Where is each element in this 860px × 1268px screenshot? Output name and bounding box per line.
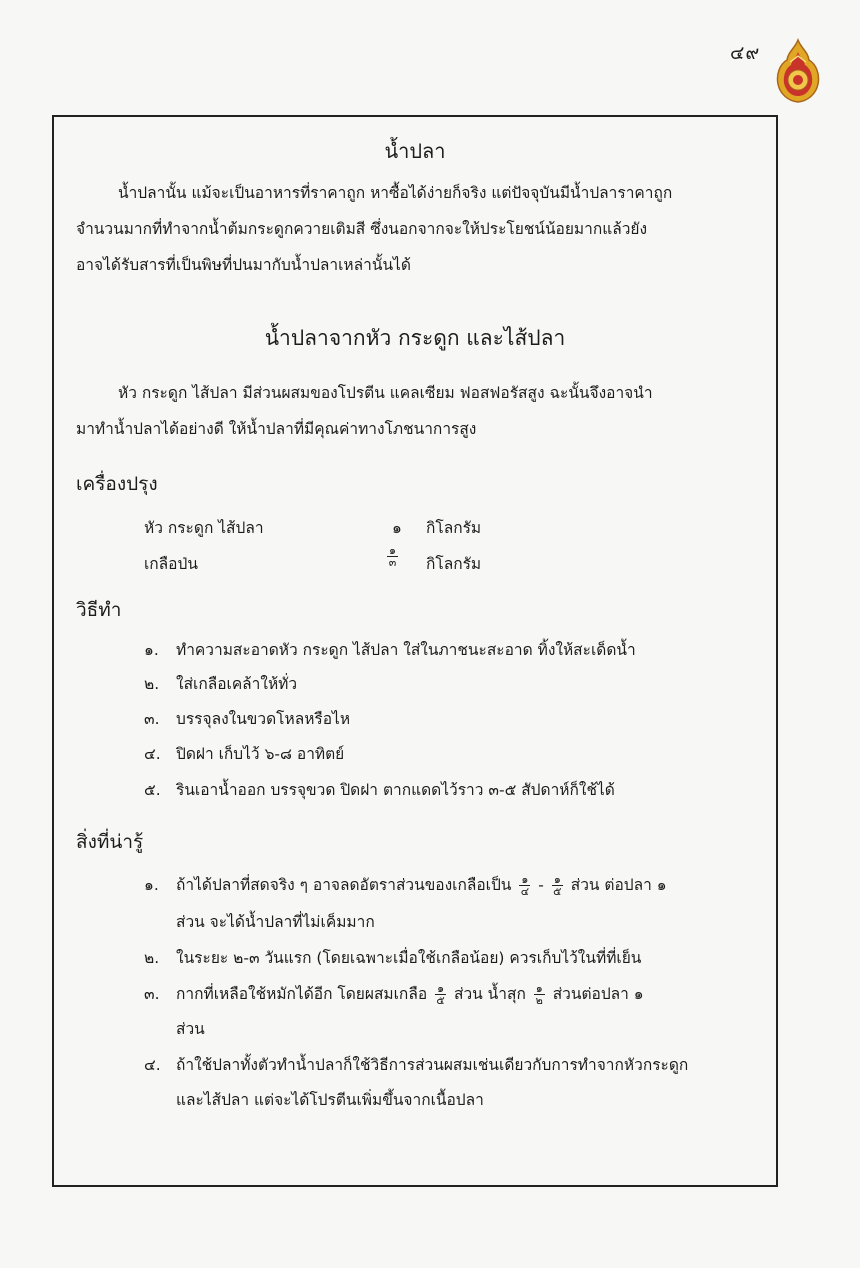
tip-text: ถ้าใช้ปลาทั้งตัวทำน้ำปลาก็ใช้วิธีการส่วนผสมเช่นเดียวกับการทำจากหัวกระดูก xyxy=(176,1056,689,1074)
fraction-numerator: ๑ xyxy=(535,982,543,995)
section-title-fish-sauce: น้ำปลา xyxy=(384,139,446,163)
method-heading: วิธีทำ xyxy=(76,599,122,621)
paragraph-line: หัว กระดูก ไส้ปลา มีส่วนผสมของโปรตีน แคลเซียม ฟอสฟอรัสสูง ฉะนั้นจึงอาจนำ xyxy=(118,384,653,402)
tip-number: ๔. xyxy=(144,1056,161,1074)
method-step xyxy=(144,637,636,662)
tip-text: กากที่เหลือใช้หมักได้อีก โดยผสมเกลือ xyxy=(176,985,428,1003)
tip-item xyxy=(144,945,641,970)
method-step xyxy=(144,777,615,802)
method-step xyxy=(144,741,344,766)
ingredient-name: เกลือป่น xyxy=(144,555,198,573)
step-number: ๓. xyxy=(144,710,160,728)
step-text: ปิดฝา เก็บไว้ ๖-๘ อาทิตย์ xyxy=(176,745,345,763)
step-number: ๔. xyxy=(144,745,161,763)
paragraph-line: มาทำน้ำปลาได้อย่างดี ให้น้ำปลาที่มีคุณค่าทางโภชนาการสูง xyxy=(76,420,477,438)
tip-item xyxy=(144,981,644,1006)
tip-text: ถ้าได้ปลาที่สดจริง ๆ อาจลดอัตราส่วนของเกลือเป็น xyxy=(176,876,512,894)
fraction-denominator: ๕ xyxy=(553,885,562,898)
nutrition-paragraph xyxy=(76,375,756,447)
page-number: ๔๙ xyxy=(730,42,761,64)
fraction-dash: - xyxy=(538,876,544,894)
step-number: ๑. xyxy=(144,641,159,659)
paragraph-line: อาจได้รับสารที่เป็นพิษที่ปนมากับน้ำปลาเหล่านั้นได้ xyxy=(76,256,411,274)
fraction-numerator: ๑ xyxy=(437,982,445,995)
step-number: ๒. xyxy=(144,675,160,693)
section-title-head-bone-guts: น้ำปลาจากหัว กระดูก และไส้ปลา xyxy=(264,326,566,350)
fraction-denominator: ๓ xyxy=(388,556,397,569)
ministry-emblem-icon xyxy=(774,38,822,104)
ingredient-unit: กิโลกรัม xyxy=(426,519,482,537)
ingredient-unit: กิโลกรัม xyxy=(426,555,482,573)
fraction-numerator: ๑ xyxy=(389,544,396,557)
tip-continuation: ส่วน จะได้น้ำปลาที่ไม่เค็มมาก xyxy=(176,913,375,931)
ingredient-qty: ๑ xyxy=(392,519,402,537)
tip-item xyxy=(144,872,667,897)
fraction-denominator: ๔ xyxy=(520,885,530,898)
step-text: ทำความสะอาดหัว กระดูก ไส้ปลา ใส่ในภาชนะสะอาด ทิ้งให้สะเด็ดน้ำ xyxy=(176,641,636,659)
ingredients-heading: เครื่องปรุง xyxy=(76,473,158,495)
fraction-numerator: ๑ xyxy=(521,873,529,886)
ingredient-name: หัว กระดูก ไส้ปลา xyxy=(144,519,264,537)
paragraph-line: จำนวนมากที่ทำจากน้ำต้มกระดูกควายเติมสี ซึ่งนอกจากจะให้ประโยชน์น้อยมากแล้วยัง xyxy=(76,220,648,238)
tip-text: ส่วนต่อปลา ๑ xyxy=(552,985,644,1003)
tip-continuation: ส่วน xyxy=(176,1020,205,1038)
tip-text: ในระยะ ๒-๓ วันแรก (โดยเฉพาะเมื่อใช้เกลือน้อย) ควรเก็บไว้ในที่ที่เย็น xyxy=(176,949,642,967)
tip-text: ส่วน ต่อปลา ๑ xyxy=(570,876,667,894)
method-step xyxy=(144,671,297,696)
tip-number: ๒. xyxy=(144,949,160,967)
tip-number: ๑. xyxy=(144,876,159,894)
tip-item xyxy=(144,1052,688,1077)
step-text: รินเอาน้ำออก บรรจุขวด ปิดฝา ตากแดดไว้ราว ๓-๕ สัปดาห์ก็ใช้ได้ xyxy=(176,781,615,799)
method-step xyxy=(144,706,350,731)
tip-text: ส่วน น้ำสุก xyxy=(454,985,526,1003)
intro-paragraph xyxy=(76,175,756,283)
step-number: ๕. xyxy=(144,781,161,799)
tip-continuation: และไส้ปลา แต่จะได้โปรตีนเพิ่มขึ้นจากเนื้อปลา xyxy=(176,1091,484,1109)
step-text: บรรจุลงในขวดโหลหรือไห xyxy=(176,710,351,728)
content-frame xyxy=(52,115,778,1187)
fraction-numerator: ๑ xyxy=(553,873,561,886)
tip-number: ๓. xyxy=(144,985,160,1003)
fraction-denominator: ๒ xyxy=(535,994,543,1007)
step-text: ใส่เกลือเคล้าให้ทั่ว xyxy=(176,675,298,693)
fraction-denominator: ๕ xyxy=(436,994,445,1007)
tips-heading: สิ่งที่น่ารู้ xyxy=(76,831,144,853)
ingredient-qty-fraction xyxy=(384,545,401,568)
paragraph-line: น้ำปลานั้น แม้จะเป็นอาหารที่ราคาถูก หาซื้อได้ง่ายก็จริง แต่ปัจจุบันมีน้ำปลาราคาถูก xyxy=(118,184,673,202)
